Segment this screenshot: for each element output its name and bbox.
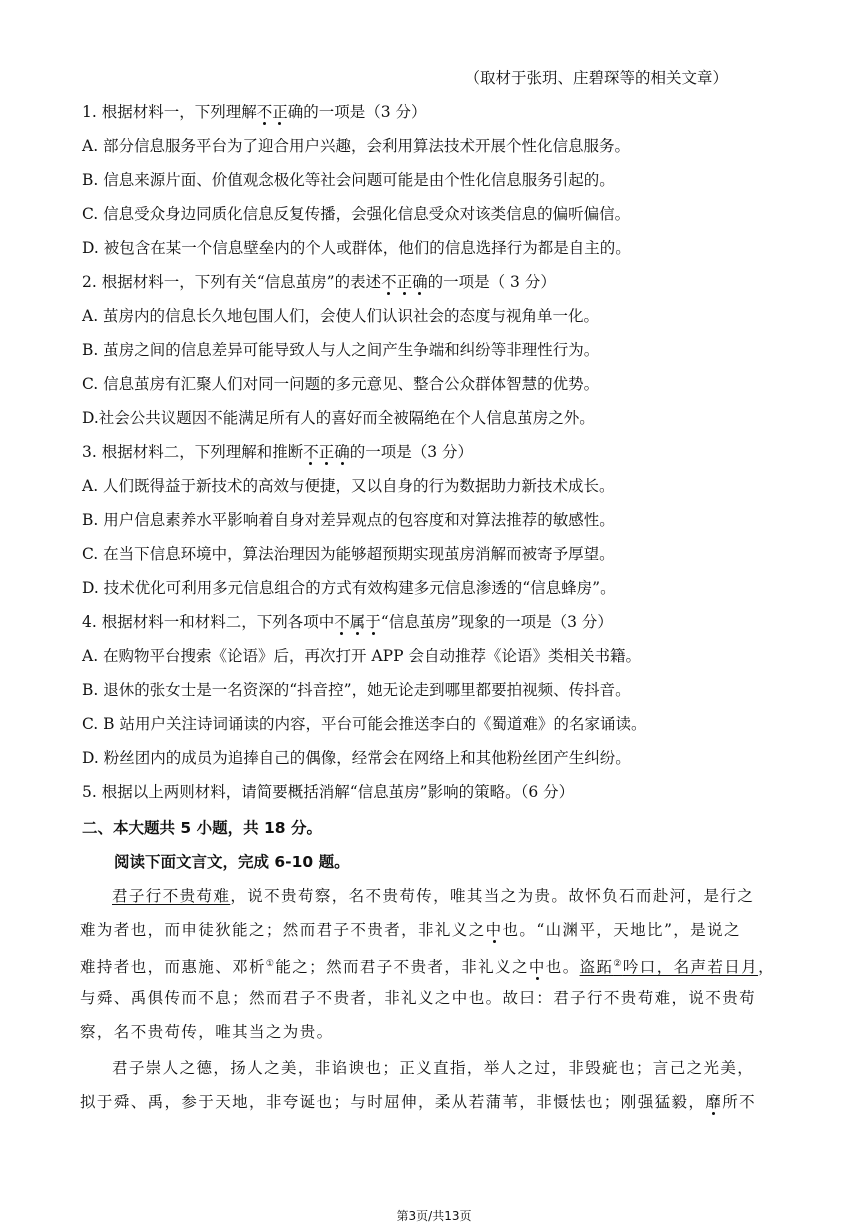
q1-option-d: D. 被包含在某一个信息壁垒内的个人或群体，他们的信息选择行为都是自主的。 (82, 239, 631, 257)
classical-p1-line5: 察，名不贵苟传，唯其当之为贵。 (80, 1023, 334, 1041)
page-footer: 第3页/共13页 (396, 1209, 472, 1223)
footnote-marker: ② (613, 959, 623, 969)
passage-text: 也。“山渊平，天地比”，是说之 (502, 921, 741, 939)
q4-option-d: D. 粉丝团内的成员为追捧自己的偶像，经常会在网络上和其他粉丝团产生纠纷。 (82, 749, 631, 767)
emphasis-char: 中 (485, 921, 503, 939)
question-1-stem (82, 102, 427, 122)
stem-text: “信息茧房”现象的一项是（3 分） (380, 613, 613, 631)
stem-text: 确的一项是（3 分） (287, 103, 427, 121)
stem-text: 2. 根据材料一，下列有关“信息茧房”的表述 (82, 273, 382, 291)
underlined-phrase (580, 958, 758, 976)
emphasis-char: 确 (334, 443, 350, 461)
emphasis-char: 不 (334, 613, 350, 631)
passage-text: 难持者也，而惠施、邓析 (80, 958, 266, 977)
section-heading: 二、本大题共 5 小题，共 18 分。 (82, 819, 322, 837)
source-note: （取材于张玥、庄碧琛等的相关文章） (464, 69, 728, 87)
emphasis-char: 不 (256, 103, 273, 121)
emphasis-char: 于 (365, 613, 381, 631)
underlined-phrase: 君子行不贵苟难 (112, 887, 231, 905)
underlined-text: 吟口，名声若日月 (622, 958, 759, 977)
stem-text: 3. 根据材料二，下列理解和推断 (82, 443, 304, 461)
q4-option-c: C. B 站用户关注诗词诵读的内容，平台可能会推送李白的《蜀道难》的名家诵读。 (82, 715, 647, 733)
q4-option-b: B. 退休的张女士是一名资深的“抖音控”，她无论走到哪里都要拍视频、传抖音。 (82, 681, 631, 699)
classical-p1-line2 (80, 920, 741, 940)
underlined-text: 盗跖 (579, 958, 614, 977)
question-2-stem (82, 272, 556, 292)
emphasis-char: 属 (349, 613, 366, 631)
q2-option-a: A. 茧房内的信息长久地包围人们，会使人们认识社会的态度与视角单一化。 (82, 307, 600, 325)
classical-p2-line1: 君子崇人之德，扬人之美，非谄谀也；正义直指，举人之过，非毁疵也；言己之光美， (112, 1059, 755, 1077)
q2-option-b: B. 茧房之间的信息差异可能导致人与人之间产生争端和纠纷等非理性行为。 (82, 341, 600, 359)
passage-text: 所不 (722, 1093, 757, 1111)
emphasis-char: 不 (303, 443, 319, 461)
passage-text: ， (758, 958, 775, 977)
passage-text: ，说不贵苟察，名不贵苟传，唯其当之为贵。故怀负石而赴河，是行之 (230, 887, 755, 905)
classical-p1-line3 (80, 954, 775, 977)
question-5-stem: 5. 根据以上两则材料，请简要概括消解“信息茧房”影响的策略。（6 分） (82, 783, 575, 801)
q1-option-a: A. 部分信息服务平台为了迎合用户兴趣，会利用算法技术开展个性化信息服务。 (82, 137, 631, 155)
stem-text: 4. 根据材料一和材料二，下列各项中 (82, 613, 335, 631)
classical-p1-line4: 与舜、禹俱传而不息；然而君子不贵者，非礼义之中也。故曰：君子行不贵苟难，说不贵苟 (80, 989, 757, 1007)
q3-option-d: D. 技术优化可利用多元信息组合的方式有效构建多元信息渗透的“信息蜂房”。 (82, 579, 616, 597)
q2-option-c: C. 信息茧房有汇聚人们对同一问题的多元意见、整合公众群体智慧的优势。 (82, 375, 600, 393)
footnote-marker: ① (265, 959, 276, 969)
passage-text: 能之；然而君子不贵者，非礼义之 (275, 958, 529, 977)
emphasis-char: 确 (412, 273, 428, 291)
emphasis-char: 中 (528, 958, 546, 977)
q1-option-b: B. 信息来源片面、价值观念极化等社会问题可能是由个性化信息服务引起的。 (82, 171, 615, 189)
emphasis-char: 正 (272, 103, 288, 121)
question-3-stem (82, 442, 473, 462)
stem-text: 的一项是（3 分） (349, 443, 474, 461)
stem-text: 1. 根据材料一，下列理解 (82, 103, 257, 121)
emphasis-char: 正 (318, 443, 335, 461)
q4-option-a: A. 在购物平台搜索《论语》后，再次打开 APP 会自动推荐《论语》类相关书籍。 (82, 647, 641, 665)
q3-option-b: B. 用户信息素养水平影响着自身对差异观点的包容度和对算法推荐的敏感性。 (82, 511, 615, 529)
passage-text: 难为者也，而申徒狄能之；然而君子不贵者，非礼义之 (80, 921, 486, 939)
emphasis-char: 靡 (705, 1093, 723, 1111)
passage-text: 也。 (545, 958, 580, 977)
q3-option-c: C. 在当下信息环境中，算法治理因为能够超预期实现茧房消解而被寄予厚望。 (82, 545, 615, 563)
classical-p2-line2 (80, 1092, 756, 1112)
emphasis-char: 不 (381, 273, 397, 291)
stem-text: 的一项是（ 3 分） (427, 273, 556, 291)
q3-option-a: A. 人们既得益于新技术的高效与便捷，又以自身的行为数据助力新技术成长。 (82, 477, 615, 495)
section-instruction: 阅读下面文言文，完成 6-10 题。 (114, 853, 350, 871)
question-4-stem (82, 612, 613, 632)
emphasis-char: 正 (396, 273, 413, 291)
q1-option-c: C. 信息受众身边同质化信息反复传播，会强化信息受众对该类信息的偏听偏信。 (82, 205, 631, 223)
passage-text: 拟于舜、禹，参于天地，非夸诞也；与时屈伸，柔从若蒲苇，非慑怯也；刚强猛毅， (80, 1093, 706, 1111)
classical-p1-line1 (112, 886, 754, 906)
q2-option-d: D.社会公共议题因不能满足所有人的喜好而全被隔绝在个人信息茧房之外。 (82, 409, 595, 427)
